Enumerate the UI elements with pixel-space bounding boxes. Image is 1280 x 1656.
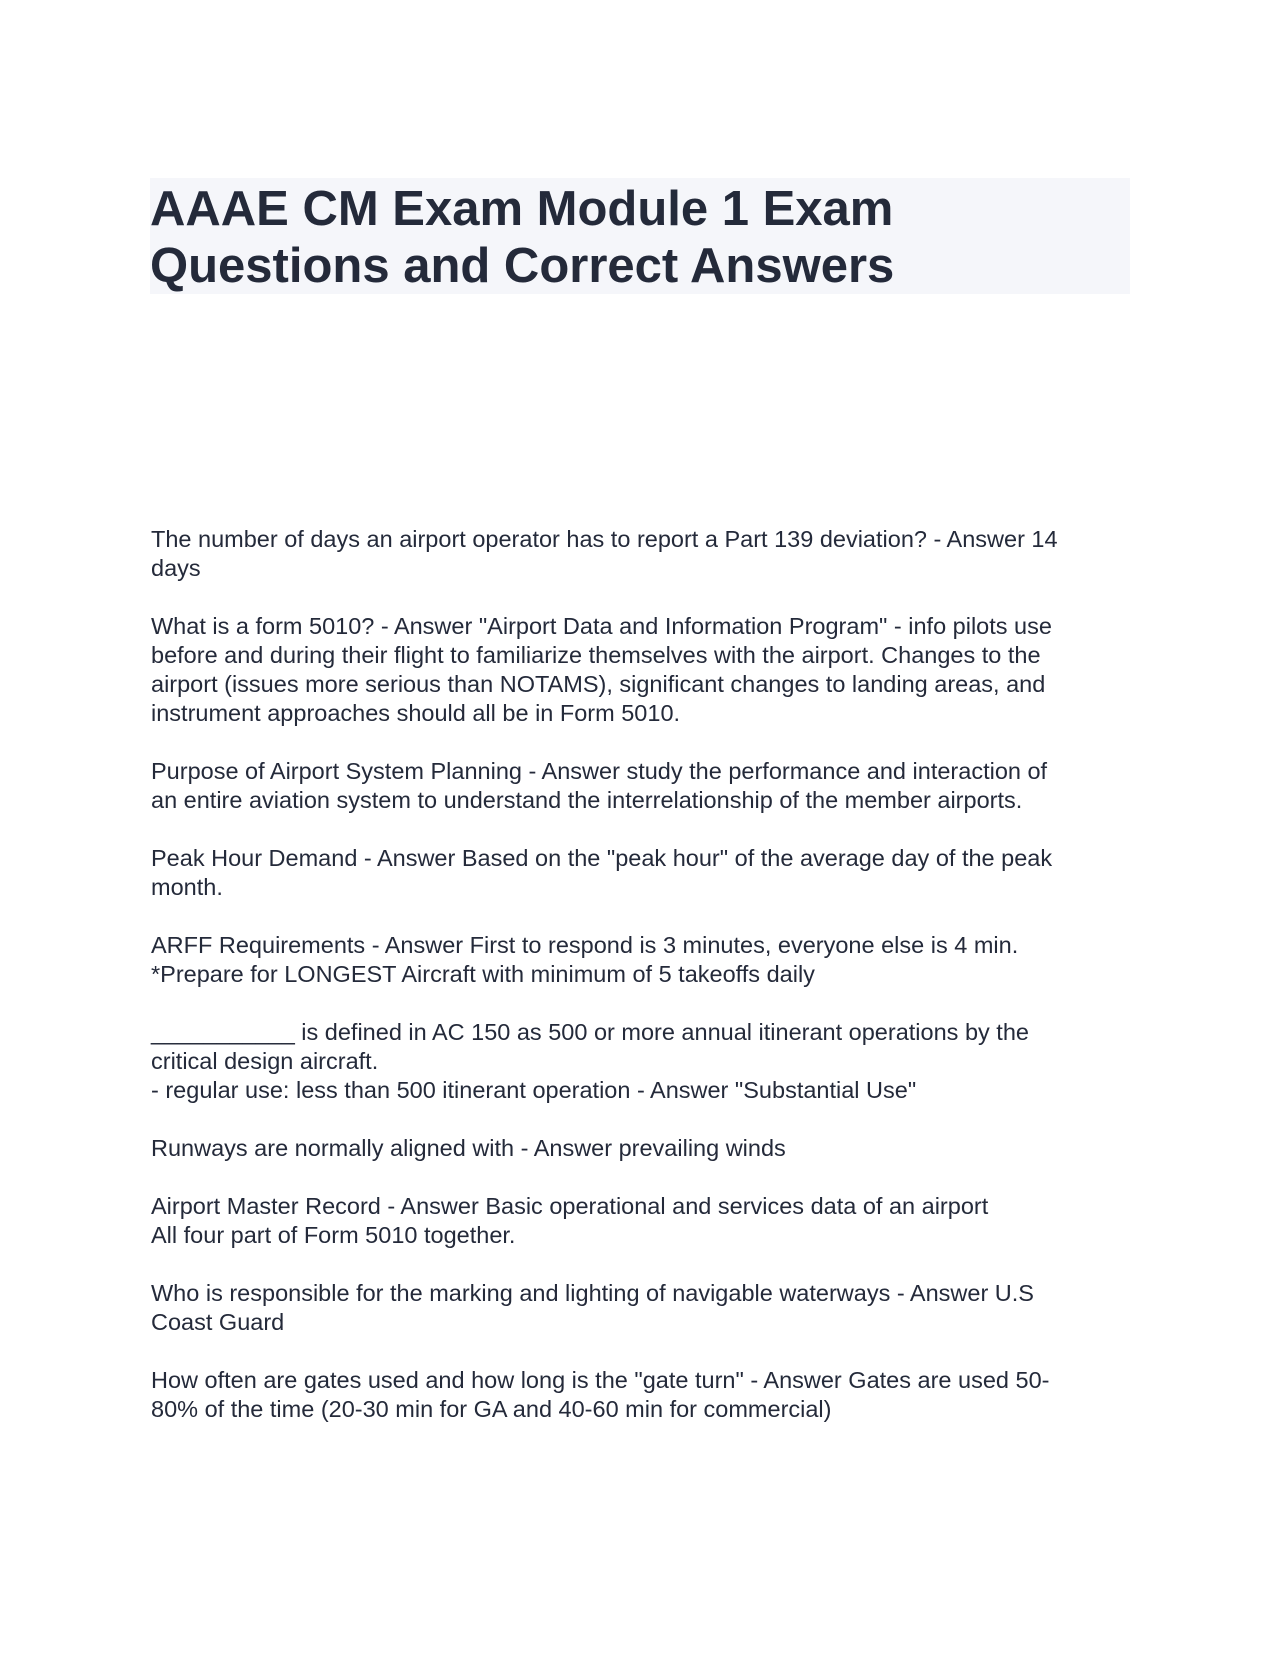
- qa-line: How often are gates used and how long is the "gate turn" - Answer Gates are used 50-: [151, 1367, 1050, 1393]
- qa-line: ___________ is defined in AC 150 as 500 or more annual itinerant operations by the: [151, 1019, 1029, 1045]
- qa-line: The number of days an airport operator has to report a Part 139 deviation? - Answer 14: [151, 526, 1058, 552]
- qa-item: [151, 1192, 1131, 1250]
- qa-line: before and during their flight to familiarize themselves with the airport. Changes to the: [151, 642, 1041, 668]
- qa-item: [151, 525, 1131, 583]
- qa-line: critical design aircraft.: [151, 1048, 379, 1074]
- qa-item: [151, 612, 1131, 728]
- qa-line: Peak Hour Demand - Answer Based on the "peak hour" of the average day of the peak: [151, 845, 1053, 871]
- qa-line: - regular use: less than 500 itinerant operation - Answer "Substantial Use": [151, 1077, 917, 1103]
- qa-item: [151, 931, 1131, 989]
- qa-item: [151, 1018, 1131, 1105]
- qa-line: Who is responsible for the marking and lighting of navigable waterways - Answer U.S: [151, 1280, 1034, 1306]
- title-line: Questions and Correct Answers: [150, 239, 895, 293]
- qa-line: All four part of Form 5010 together.: [151, 1222, 516, 1248]
- document-title: [150, 178, 1130, 294]
- title-line: AAAE CM Exam Module 1 Exam: [150, 182, 894, 236]
- qa-item: [151, 757, 1131, 815]
- qa-line: month.: [151, 874, 223, 900]
- qa-item: [151, 1134, 1131, 1163]
- qa-item: [151, 844, 1131, 902]
- qa-line: Coast Guard: [151, 1309, 285, 1335]
- qa-item: [151, 1279, 1131, 1337]
- qa-line: airport (issues more serious than NOTAMS), significant changes to landing areas, and: [151, 671, 1046, 697]
- qa-line: days: [151, 555, 201, 581]
- qa-line: Runways are normally aligned with - Answer prevailing winds: [151, 1135, 786, 1161]
- qa-item: [151, 1366, 1131, 1424]
- qa-line: instrument approaches should all be in Form 5010.: [151, 700, 681, 726]
- qa-list: [151, 525, 1131, 1453]
- qa-line: *Prepare for LONGEST Aircraft with minimum of 5 takeoffs daily: [151, 961, 815, 987]
- qa-line: What is a form 5010? - Answer "Airport Data and Information Program" - info pilots use: [151, 613, 1052, 639]
- qa-line: ARFF Requirements - Answer First to respond is 3 minutes, everyone else is 4 min.: [151, 932, 1019, 958]
- qa-line: Purpose of Airport System Planning - Answer study the performance and interaction of: [151, 758, 1048, 784]
- qa-line: 80% of the time (20-30 min for GA and 40-60 min for commercial): [151, 1396, 832, 1422]
- qa-line: an entire aviation system to understand the interrelationship of the member airports.: [151, 787, 1023, 813]
- qa-line: Airport Master Record - Answer Basic operational and services data of an airport: [151, 1193, 989, 1219]
